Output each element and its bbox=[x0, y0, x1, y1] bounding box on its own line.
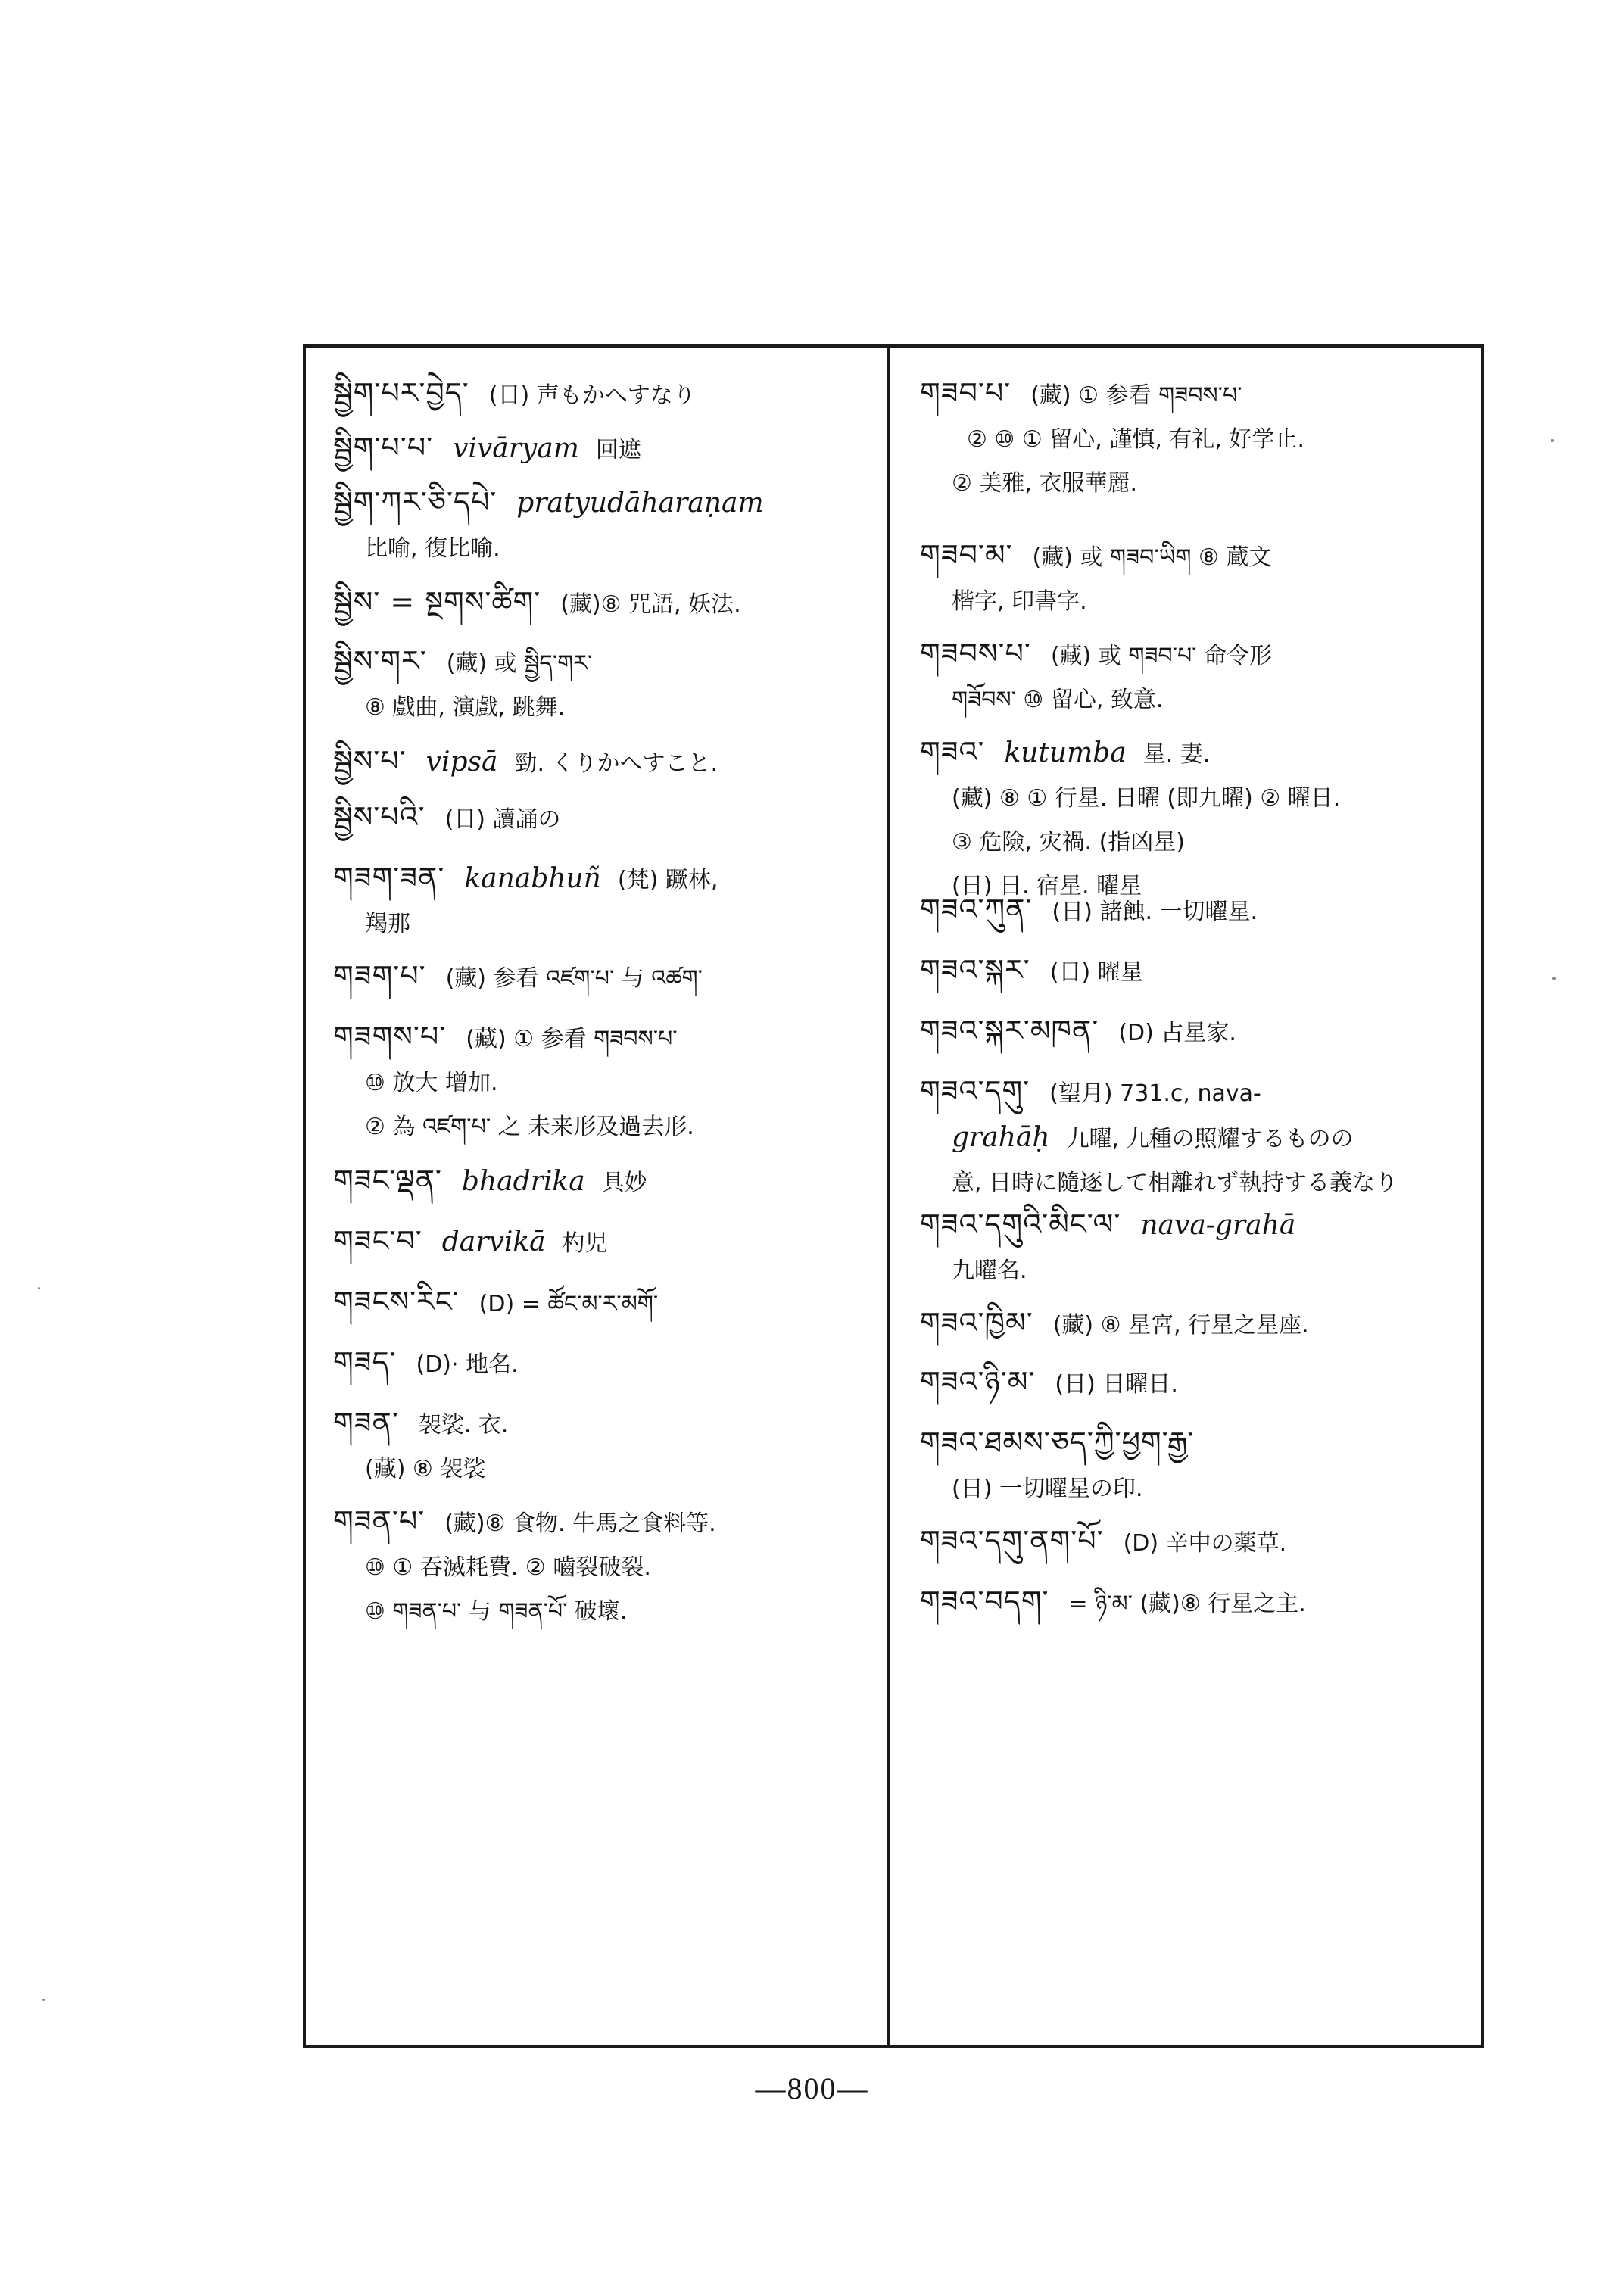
tibetan-headword: སྦྱིས་ = སྔགས་ཚིག་ bbox=[333, 585, 541, 619]
dictionary-entry bbox=[333, 580, 871, 627]
entry-continuation-line bbox=[333, 1546, 871, 1590]
definition-text: ⑩ 放大 增加. bbox=[365, 1070, 498, 1096]
entry-continuation-line bbox=[920, 1249, 1473, 1293]
definition-text: 勁. くりかへすこと. bbox=[514, 750, 718, 777]
entry-continuation-line bbox=[333, 1448, 871, 1491]
definition-text: 九曜, 九種の照耀するものの bbox=[1066, 1126, 1354, 1152]
dictionary-entry bbox=[333, 1499, 871, 1634]
scan-speck bbox=[1551, 439, 1554, 442]
entry-first-line bbox=[333, 1219, 871, 1266]
tibetan-headword: གཟན་པ་ bbox=[333, 1504, 425, 1538]
sanskrit-romanization: darvikā bbox=[441, 1226, 546, 1258]
definition-text: (藏) ⑧ 星宮, 行星之星座. bbox=[1052, 1312, 1309, 1339]
dictionary-entry bbox=[920, 631, 1473, 722]
tibetan-headword: གཟད་ bbox=[333, 1345, 397, 1379]
definition-text: ② 為 འཛག་པ་ 之 未来形及過去形. bbox=[365, 1114, 694, 1140]
definition-text: (D) 占星家. bbox=[1118, 1020, 1236, 1046]
tibetan-headword: གཟག་པ་ bbox=[333, 959, 426, 993]
definition-text: (日) 一切曜星の印. bbox=[952, 1476, 1143, 1502]
entry-first-line bbox=[920, 1579, 1473, 1626]
entry-first-line bbox=[920, 533, 1473, 580]
dictionary-entry bbox=[333, 795, 871, 842]
dictionary-entry bbox=[333, 1401, 871, 1491]
entry-first-line bbox=[333, 1499, 871, 1546]
dictionary-entry bbox=[920, 533, 1473, 624]
definition-text: ③ 危險, 灾禍. (指凶星) bbox=[952, 829, 1185, 856]
definition-text: (日) 諸蝕. 一切曜星. bbox=[1052, 899, 1258, 925]
sanskrit-romanization: kanabhuñ bbox=[464, 863, 601, 894]
dictionary-entry bbox=[920, 1360, 1473, 1407]
dictionary-entry bbox=[333, 1158, 871, 1205]
tibetan-headword: སྦྱིག་པར་བྱེད་ bbox=[333, 376, 469, 410]
entry-continuation-line bbox=[333, 1590, 871, 1634]
definition-text: (望月) 731.c, nava- bbox=[1049, 1080, 1261, 1107]
entry-first-line bbox=[333, 1340, 871, 1387]
sanskrit-romanization: vipsā bbox=[425, 746, 498, 778]
tibetan-headword: གཟའ་སྐར་མཁན་ bbox=[920, 1014, 1099, 1047]
definition-text: (D) 辛中の薬草. bbox=[1123, 1530, 1287, 1557]
entry-continuation-line bbox=[333, 1105, 871, 1149]
tibetan-headword: གཟའ་དགུ་ bbox=[920, 1074, 1030, 1108]
definition-text: (藏) 或 སྦྱིད་གར་ bbox=[446, 650, 593, 677]
dictionary-entry bbox=[333, 954, 871, 1001]
scan-speck bbox=[42, 1999, 45, 2001]
entry-first-line bbox=[920, 1519, 1473, 1566]
entry-continuation-line bbox=[920, 821, 1473, 865]
definition-text: = ཉི་མ་ (藏)⑧ 行星之主. bbox=[1068, 1591, 1306, 1617]
sanskrit-romanization: vivāryam bbox=[453, 433, 579, 464]
entry-continuation-line bbox=[920, 1116, 1473, 1161]
definition-text: 袈裟. 衣. bbox=[418, 1412, 509, 1438]
dictionary-entry bbox=[920, 948, 1473, 995]
dictionary-entry bbox=[920, 1069, 1473, 1205]
definition-text: 楷字, 印書字. bbox=[952, 588, 1087, 615]
entry-first-line bbox=[333, 954, 871, 1001]
definition-text: 具妙 bbox=[601, 1170, 647, 1196]
entry-continuation-line bbox=[920, 777, 1473, 821]
tibetan-headword: གཟའ་ཉི་མ་ bbox=[920, 1365, 1036, 1398]
sanskrit-romanization: grahāḥ bbox=[952, 1122, 1050, 1153]
dictionary-entry bbox=[920, 1301, 1473, 1348]
tibetan-headword: གཟའ་ཐམས་ཅད་ཀྱི་ཕྱག་རྒྱ་ bbox=[920, 1426, 1195, 1459]
dictionary-entry bbox=[333, 739, 871, 786]
entry-first-line bbox=[920, 631, 1473, 678]
sanskrit-romanization: nava-grahā bbox=[1140, 1210, 1296, 1241]
dictionary-entry bbox=[333, 425, 871, 472]
definition-text: (藏) 或 གཟབ་པ་ 命令形 bbox=[1050, 643, 1273, 669]
tibetan-headword: གཟའ་ཁྱིམ་ bbox=[920, 1306, 1033, 1339]
dictionary-entry bbox=[920, 887, 1473, 934]
definition-text: (藏) ⑧ ① 行星. 日曜 (即九曜) ② 曜日. bbox=[952, 785, 1341, 812]
definition-text: ⑩ གཟན་པ་ 与 གཟན་པོ་ 破壞. bbox=[365, 1598, 628, 1625]
definition-text: གཟོབས་ ⑩ 留心, 致意. bbox=[952, 687, 1164, 713]
entry-continuation-line bbox=[920, 580, 1473, 624]
tibetan-headword: གཟབ་པ་ bbox=[920, 376, 1011, 410]
entry-continuation-line bbox=[333, 527, 871, 571]
dictionary-entry bbox=[333, 1340, 871, 1387]
definition-text: ⑩ ① 吞滅耗費. ② 嚙裂破裂. bbox=[365, 1554, 651, 1581]
entry-first-line bbox=[920, 1202, 1473, 1249]
tibetan-headword: གཟངས་རིང་ bbox=[333, 1285, 460, 1318]
entry-first-line bbox=[333, 795, 871, 842]
tibetan-headword: གཟག་ཟན་ bbox=[333, 861, 445, 894]
entry-first-line bbox=[333, 1015, 871, 1061]
entry-continuation-line bbox=[920, 418, 1473, 462]
entry-continuation-line bbox=[333, 1061, 871, 1105]
entry-continuation-line bbox=[920, 1467, 1473, 1511]
dictionary-entry bbox=[333, 1279, 871, 1326]
definition-text: 羯那 bbox=[365, 911, 410, 937]
definition-text: (藏) 参看 འཛག་པ་ 与 འཚག་ bbox=[445, 965, 703, 992]
dictionary-entry bbox=[920, 1420, 1473, 1511]
definition-text: (日) 日曜日. bbox=[1055, 1371, 1178, 1398]
dictionary-entry bbox=[920, 730, 1473, 909]
definition-text: 意, 日時に隨逐して相離れず執持する義なり bbox=[952, 1170, 1398, 1196]
definition-text: 杓児 bbox=[562, 1230, 608, 1257]
tibetan-headword: གཟའ་སྐར་ bbox=[920, 953, 1030, 986]
dictionary-entry bbox=[333, 371, 871, 418]
definition-text: 回遮 bbox=[595, 437, 641, 463]
definition-text: (藏) 或 གཟབ་ཡིག ⑧ 蔵文 bbox=[1032, 544, 1272, 571]
entry-first-line bbox=[920, 948, 1473, 995]
definition-text: (日) 声もかへすなり bbox=[488, 382, 696, 409]
tibetan-headword: གཟའ་ bbox=[920, 735, 985, 768]
tibetan-headword: གཟའ་དགུའི་མིང་ལ་ bbox=[920, 1208, 1121, 1241]
dictionary-entry bbox=[920, 1579, 1473, 1626]
entry-first-line bbox=[920, 887, 1473, 934]
definition-text: (D)· 地名. bbox=[416, 1351, 519, 1378]
entry-first-line bbox=[333, 1158, 871, 1205]
dictionary-entry bbox=[920, 1202, 1473, 1293]
dictionary-entry bbox=[333, 480, 871, 571]
entry-first-line bbox=[333, 480, 871, 527]
tibetan-headword: གཟའ་བདག་ bbox=[920, 1585, 1049, 1618]
tibetan-headword: སྦྱིག་པ་པ་ bbox=[333, 431, 434, 464]
tibetan-headword: གཟང་བ་ bbox=[333, 1224, 422, 1258]
entry-first-line bbox=[333, 739, 871, 786]
dictionary-entry bbox=[920, 1008, 1473, 1055]
scan-speck bbox=[38, 1287, 40, 1289]
definition-text: (日) 曜星 bbox=[1049, 959, 1143, 986]
entry-first-line bbox=[920, 371, 1473, 418]
entry-first-line bbox=[333, 425, 871, 472]
tibetan-headword: གཟང་ལྡན་ bbox=[333, 1164, 442, 1197]
dictionary-entry bbox=[333, 1015, 871, 1149]
sanskrit-romanization: bhadrika bbox=[461, 1166, 585, 1197]
dictionary-entry bbox=[920, 1519, 1473, 1566]
entry-continuation-line bbox=[920, 462, 1473, 506]
tibetan-headword: གཟབས་པ་ bbox=[920, 637, 1031, 670]
definition-text: ⑧ 戲曲, 演戲, 跳舞. bbox=[365, 694, 566, 721]
entry-first-line bbox=[920, 1301, 1473, 1348]
definition-text: ② 美雅, 衣服華麗. bbox=[952, 470, 1138, 497]
tibetan-headword: སྦྱིས་པའི་ bbox=[333, 800, 425, 834]
entry-continuation-line bbox=[333, 686, 871, 730]
entry-first-line bbox=[920, 1069, 1473, 1116]
entry-first-line bbox=[920, 1008, 1473, 1055]
definition-text: 九曜名. bbox=[952, 1258, 1027, 1284]
tibetan-headword: སྦྱིས་པ་ bbox=[333, 744, 407, 778]
definition-text: (藏) ⑧ 袈裟 bbox=[365, 1456, 486, 1482]
dictionary-entry bbox=[333, 856, 871, 946]
definition-text: 星. 妻. bbox=[1142, 741, 1211, 768]
entry-first-line bbox=[920, 730, 1473, 777]
tibetan-headword: གཟའ་དགུ་ནག་པོ་ bbox=[920, 1524, 1104, 1557]
definition-text: ② ⑩ ① 留心, 謹慎, 有礼, 好学止. bbox=[967, 426, 1305, 453]
entry-first-line bbox=[920, 1420, 1473, 1467]
definition-text: (D) = ཚོང་མ་ར་མགོ་ bbox=[478, 1291, 659, 1317]
entry-continuation-line bbox=[920, 678, 1473, 722]
tibetan-headword: གཟགས་པ་ bbox=[333, 1020, 447, 1053]
tibetan-headword: སྦྱིས་གར་ bbox=[333, 644, 427, 678]
entry-first-line bbox=[333, 856, 871, 902]
dictionary-entry bbox=[920, 371, 1473, 506]
definition-text: (藏) ① 参看 གཟབས་པ་ bbox=[466, 1026, 678, 1052]
entry-first-line bbox=[333, 580, 871, 627]
entry-first-line bbox=[920, 1360, 1473, 1407]
definition-text: (藏)⑧ 食物. 牛馬之食料等. bbox=[444, 1510, 716, 1537]
entry-first-line bbox=[333, 1279, 871, 1326]
sanskrit-romanization: pratyudāharaṇam bbox=[516, 488, 764, 519]
dictionary-entry bbox=[333, 1219, 871, 1266]
entry-first-line bbox=[333, 1401, 871, 1448]
entry-continuation-line bbox=[333, 902, 871, 946]
definition-text: (梵) 蹶林, bbox=[617, 867, 718, 893]
tibetan-headword: གཟབ་མ་ bbox=[920, 538, 1013, 572]
definition-text: (日) 讀誦の bbox=[444, 806, 561, 833]
tibetan-headword: སྦྱིག་ཀར་ཅི་དཔེ་ bbox=[333, 485, 497, 519]
scan-speck bbox=[1552, 977, 1556, 980]
tibetan-headword: གཟན་ bbox=[333, 1406, 399, 1439]
definition-text: (藏) ① 参看 གཟབས་པ་ bbox=[1030, 382, 1242, 409]
entry-continuation-line bbox=[920, 1161, 1473, 1205]
entry-first-line bbox=[333, 639, 871, 686]
dictionary-entry bbox=[333, 639, 871, 730]
column-divider bbox=[887, 344, 890, 2048]
definition-text: (日) 日. 宿星. 曜星 bbox=[952, 873, 1142, 899]
page-number: —800— bbox=[755, 2071, 869, 2105]
definition-text: (藏)⑧ 咒語, 妖法. bbox=[560, 591, 741, 618]
sanskrit-romanization: kutumba bbox=[1004, 737, 1127, 768]
tibetan-headword: གཟའ་ཀུན་ bbox=[920, 893, 1033, 926]
entry-first-line bbox=[333, 371, 871, 418]
definition-text: 比喻, 復比喻. bbox=[365, 535, 500, 562]
